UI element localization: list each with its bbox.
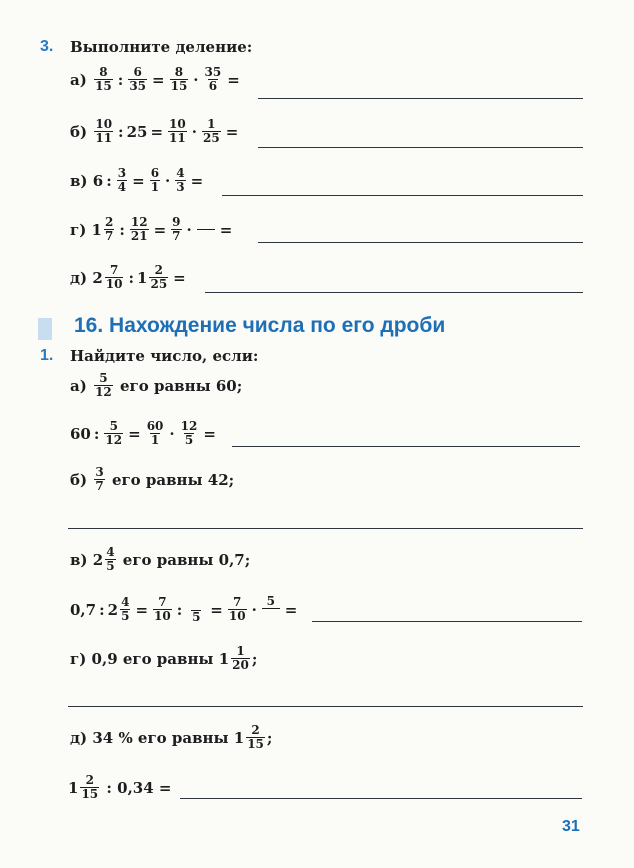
task3-a-expression: а) $\frac{8}{15}$ : $\frac{6}{35}$ = $\frac{8}{15}$ · $\frac{35}{6}$ = <box>70 65 240 93</box>
answer-line[interactable] <box>222 195 583 196</box>
section-title: 16. Нахождение числа по его дроби <box>74 314 446 337</box>
answer-line[interactable] <box>68 706 583 707</box>
fraction: $\frac{1}{25}$ <box>202 117 220 145</box>
fraction: $\frac{9}{7}$ <box>172 215 181 243</box>
task-title: Найдите число, если: <box>70 347 259 365</box>
task3-e-expression: д) 2 $\frac{7}{10}$ : 1 $\frac{2}{25}$ = <box>70 263 186 291</box>
fraction: $\frac{12}{21}$ <box>130 215 148 243</box>
task1-e-statement: д) 34 % его равны 1 $\frac{2}{15}$ ; <box>70 723 273 751</box>
fraction: $\frac{10}{11}$ <box>95 117 113 145</box>
answer-line[interactable] <box>258 147 583 148</box>
task1-c-statement: в) 2 $\frac{4}{5}$ его равны 0,7; <box>70 545 251 573</box>
task1-d-statement: г) 0,9 его равны 1 $\frac{1}{20}$ ; <box>70 644 258 672</box>
fraction: $\frac{4}{5}$ <box>106 545 115 573</box>
answer-line[interactable] <box>68 528 583 529</box>
fraction: $\frac{2}{15}$ <box>81 773 99 801</box>
fraction: $\frac{12}{5}$ <box>180 419 198 447</box>
answer-line[interactable] <box>205 292 583 293</box>
task3-d-expression: г) 1 $\frac{2}{7}$ : $\frac{12}{21}$ = $\frac{9}{7}$ · = <box>70 215 233 243</box>
fraction: $\frac{10}{11}$ <box>169 117 186 145</box>
fraction: $\frac{8}{15}$ <box>170 65 188 93</box>
fraction: $\frac{6}{1}$ <box>150 166 160 194</box>
task-number: 1. <box>40 347 54 364</box>
fraction: $\frac{8}{15}$ <box>95 65 112 93</box>
task1-a-solution: 60 : $\frac{5}{12}$ = $\frac{60}{1}$ · $\frac{12}{5}$ = <box>70 419 216 447</box>
fraction: $\frac{4}{3}$ <box>176 166 185 194</box>
fraction: $\frac{5}{12}$ <box>105 419 123 447</box>
fraction: $\frac{5}{12}$ <box>95 371 112 399</box>
fraction: $\frac{2}{25}$ <box>150 263 168 291</box>
fraction: $\frac{2}{7}$ <box>104 215 114 243</box>
item-label: а) <box>70 70 87 89</box>
fraction: $\frac{6}{35}$ <box>129 65 147 93</box>
blank-fraction[interactable]: 5 <box>192 610 201 624</box>
task1-e-solution: 1 $\frac{2}{15}$ : 0,34 = <box>68 773 172 801</box>
answer-line[interactable] <box>180 798 582 799</box>
task3-b-expression: б) $\frac{10}{11}$ : 25 = $\frac{10}{11}$ · $\frac{1}{25}$ = <box>70 117 239 145</box>
answer-line[interactable] <box>258 98 583 99</box>
fraction: $\frac{7}{10}$ <box>228 595 246 623</box>
fraction: $\frac{60}{1}$ <box>146 419 164 447</box>
task1-b-statement: б) $\frac{3}{7}$ его равны 42; <box>70 465 235 493</box>
section-tab-marker <box>38 318 52 340</box>
task1-a-statement: а) $\frac{5}{12}$ его равны 60; <box>70 371 243 399</box>
answer-line[interactable] <box>312 621 582 622</box>
fraction: $\frac{3}{7}$ <box>95 465 104 493</box>
fraction: $\frac{35}{6}$ <box>204 65 222 93</box>
fraction: $\frac{4}{5}$ <box>121 595 130 623</box>
fraction: $\frac{2}{15}$ <box>247 723 264 751</box>
fraction: $\frac{7}{10}$ <box>105 263 123 291</box>
fraction: $\frac{1}{20}$ <box>232 644 249 672</box>
task1-c-solution: 0,7 : 2 $\frac{4}{5}$ = $\frac{7}{10}$ : 5 = $\frac{7}{10}$ · 5 = <box>70 594 298 624</box>
answer-line[interactable] <box>232 446 580 447</box>
blank-fraction[interactable]: 5 <box>262 595 280 624</box>
task3-c-expression: в) 6 : $\frac{3}{4}$ = $\frac{6}{1}$ · $\frac{4}{3}$ = <box>70 166 204 194</box>
page-number: 31 <box>562 818 580 835</box>
task-title: Выполните деление: <box>70 38 253 56</box>
answer-line[interactable] <box>258 242 583 243</box>
fraction: $\frac{7}{10}$ <box>154 595 171 623</box>
blank-fraction[interactable] <box>197 214 215 245</box>
fraction: $\frac{3}{4}$ <box>117 166 127 194</box>
task-number: 3. <box>40 38 54 55</box>
